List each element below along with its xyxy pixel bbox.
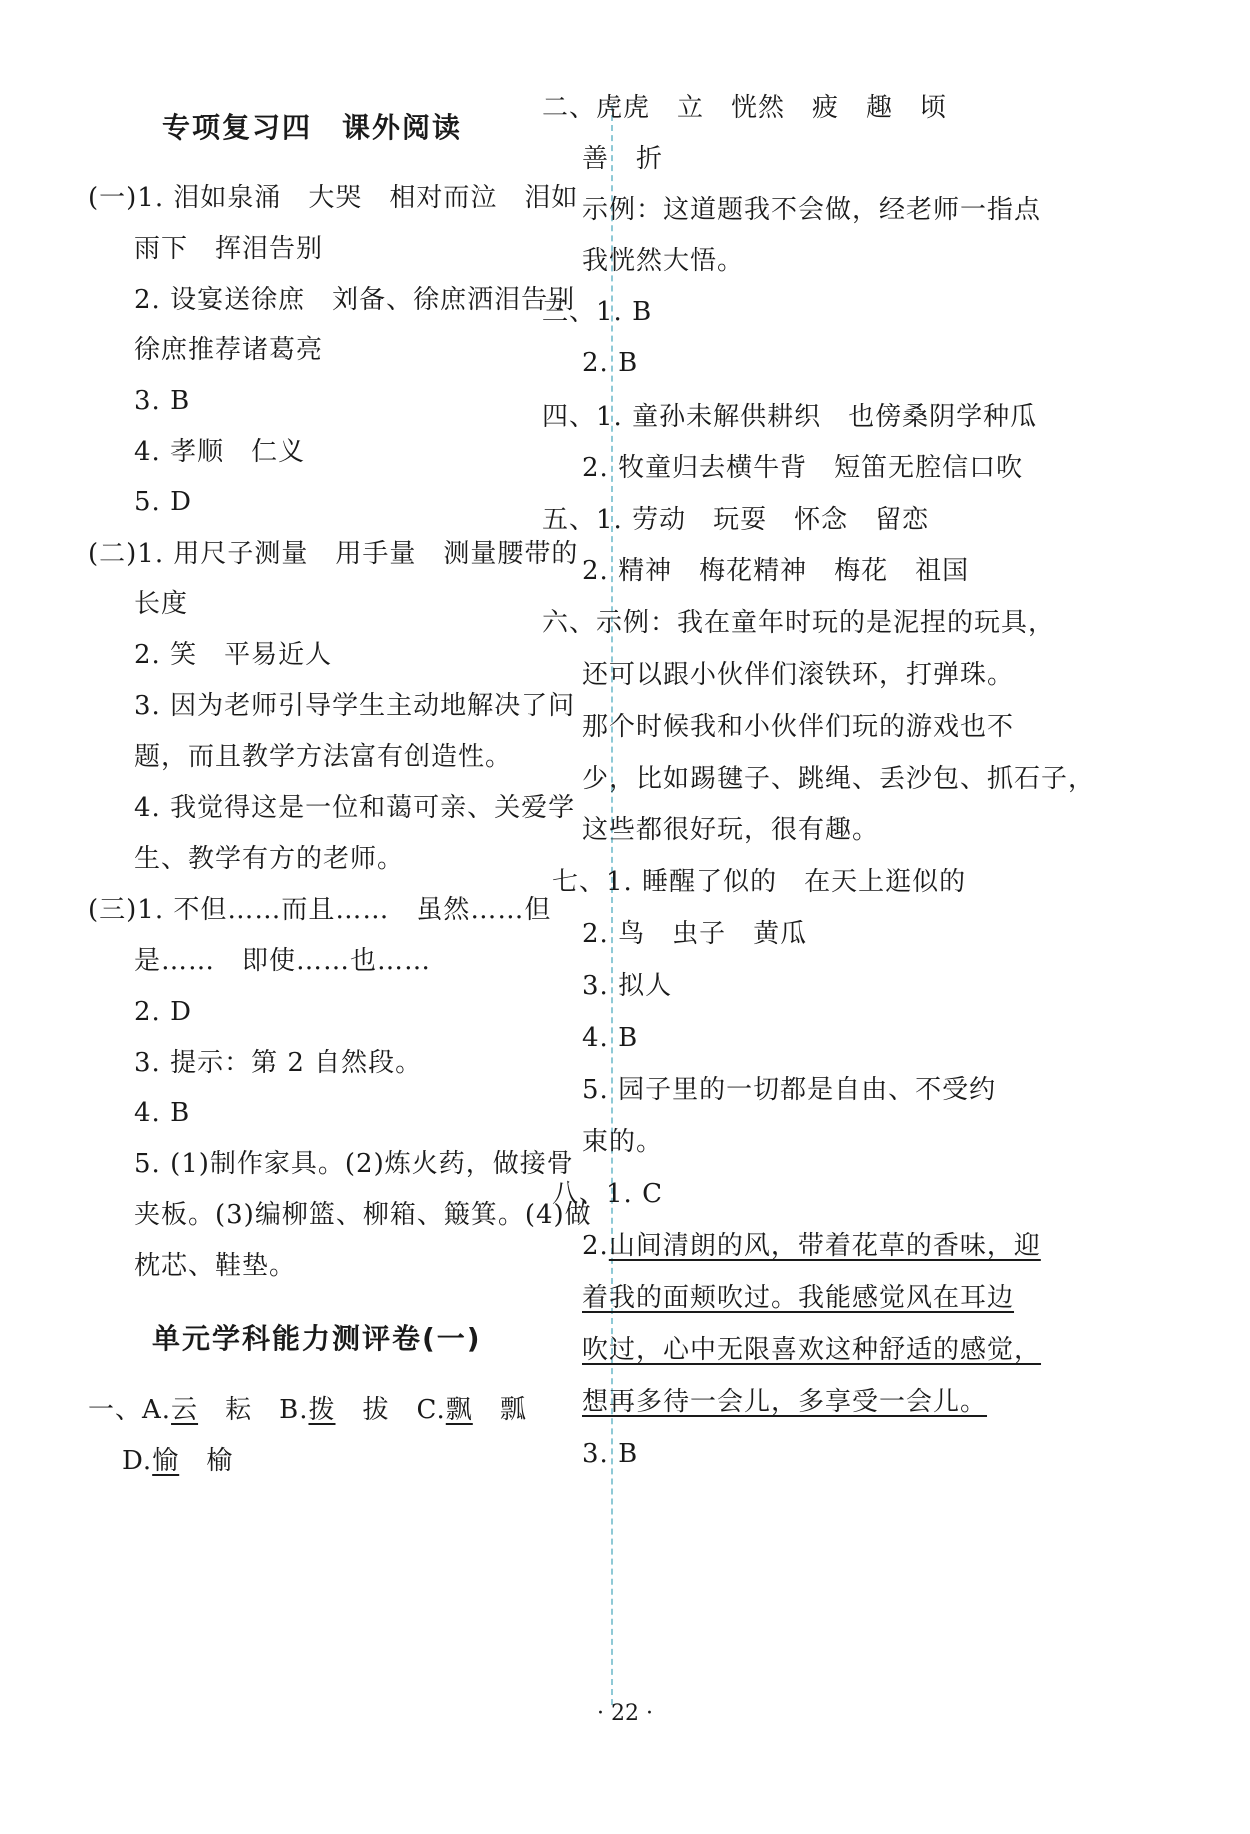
answer-line: 2. D xyxy=(134,997,192,1027)
answer-line: 八、1. C xyxy=(552,1179,663,1209)
answer-line: 4. 我觉得这是一位和蔼可亲、关爱学 xyxy=(134,793,576,823)
answer-line-q8-2 xyxy=(582,1330,1041,1370)
answer-line: 3. B xyxy=(582,1439,639,1469)
answer-line: 2. 笑 平易近人 xyxy=(134,640,333,670)
q1-prefix: 一、A. xyxy=(88,1395,172,1425)
page-number: · 22 · xyxy=(597,1701,653,1726)
q8-2-answer-line: 吹过，心中无限喜欢这种舒适的感觉， xyxy=(582,1335,1042,1365)
answer-line: 2. 设宴送徐庶 刘备、徐庶洒泪告别 xyxy=(134,285,576,315)
q1-d-other: 榆 xyxy=(206,1446,234,1476)
answer-line: 3. 提示：第 2 自然段。 xyxy=(134,1048,423,1078)
answer-line-q1-d xyxy=(122,1441,233,1481)
answer-line: 三、1. B xyxy=(542,297,653,327)
answer-line-q8-2 xyxy=(582,1278,1014,1318)
answer-line: 3. B xyxy=(134,386,191,416)
answer-line: 题，而且教学方法富有创造性。 xyxy=(134,742,513,772)
q1-d-prefix: D. xyxy=(122,1446,153,1476)
answer-line: 善 折 xyxy=(582,144,664,174)
answer-line: 枕芯、鞋垫。 xyxy=(134,1251,297,1281)
section-title-unit-test: 单元学科能力测评卷(一) xyxy=(152,1322,482,1355)
answer-line: 束的。 xyxy=(582,1127,664,1157)
answer-line: 2. 鸟 虫子 黄瓜 xyxy=(582,919,808,949)
answer-line: 4. 孝顺 仁义 xyxy=(134,437,306,467)
answer-line: 3. 因为老师引导学生主动地解决了问 xyxy=(134,691,576,721)
answer-line: 五、1. 劳动 玩耍 怀念 留恋 xyxy=(542,505,930,535)
answer-line-q8-2 xyxy=(582,1226,1041,1266)
answer-line: 4. B xyxy=(134,1098,191,1128)
answer-line: 雨下 挥泪告别 xyxy=(134,234,324,264)
answer-line-q8-2 xyxy=(582,1382,987,1422)
answer-line: 我恍然大悟。 xyxy=(582,246,745,276)
section-title-review-four: 专项复习四 课外阅读 xyxy=(162,111,463,144)
answer-line: 是…… 即使……也…… xyxy=(134,946,432,976)
answer-line: 5. (1)制作家具。(2)炼火药，做接骨 xyxy=(134,1149,574,1179)
q8-2-prefix: 2. xyxy=(582,1231,609,1261)
answer-line: 这些都很好玩，很有趣。 xyxy=(582,815,880,845)
answer-line: 少，比如踢毽子、跳绳、丢沙包、抓石子， xyxy=(582,764,1096,794)
q8-2-answer-line: 山间清朗的风，带着花草的香味，迎 xyxy=(608,1231,1041,1261)
answer-line: 生、教学有方的老师。 xyxy=(134,844,405,874)
answer-line: 长度 xyxy=(134,589,189,619)
answer-line: 六、示例：我在童年时玩的是泥捏的玩具， xyxy=(542,608,1056,638)
answer-line: 3. 拟人 xyxy=(582,971,673,1001)
q1-c-prefix: C. xyxy=(416,1395,446,1425)
answer-line: 夹板。(3)编柳篮、柳箱、簸箕。(4)做 xyxy=(134,1200,592,1230)
q1-b-prefix: B. xyxy=(279,1395,309,1425)
answer-line: (三)1. 不但……而且…… 虽然……但 xyxy=(88,895,552,925)
answer-line: 那个时候我和小伙伴们玩的游戏也不 xyxy=(582,712,1015,742)
answer-line: (二)1. 用尺子测量 用手量 测量腰带的 xyxy=(88,539,579,569)
q1-c-other: 瓢 xyxy=(499,1395,527,1425)
q1-a-other: 耘 xyxy=(225,1395,253,1425)
answer-line: 二、虎虎 立 恍然 疲 趣 顷 xyxy=(542,93,948,123)
q8-2-answer-line: 着我的面颊吹过。我能感觉风在耳边 xyxy=(582,1283,1015,1313)
answer-line: 还可以跟小伙伴们滚铁环，打弹珠。 xyxy=(582,660,1015,690)
q1-b-answer: 拨 xyxy=(308,1395,336,1425)
q1-a-answer: 云 xyxy=(171,1395,199,1425)
answer-line: 4. B xyxy=(582,1023,639,1053)
answer-line: 5. 园子里的一切都是自由、不受约 xyxy=(582,1075,997,1105)
answer-line: 四、1. 童孙未解供耕织 也傍桑阴学种瓜 xyxy=(542,402,1038,432)
answer-line: 2. B xyxy=(582,348,639,378)
answer-line: (一)1. 泪如泉涌 大哭 相对而泣 泪如 xyxy=(88,183,579,213)
answer-line: 5. D xyxy=(134,487,192,517)
q8-2-answer-line: 想再多待一会儿，多享受一会儿。 xyxy=(582,1387,988,1417)
answer-line-q1 xyxy=(88,1390,527,1430)
q1-c-answer: 飘 xyxy=(445,1395,473,1425)
q1-b-other: 拔 xyxy=(362,1395,390,1425)
answer-line: 七、1. 睡醒了似的 在天上逛似的 xyxy=(552,867,967,897)
answer-line: 2. 牧童归去横牛背 短笛无腔信口吹 xyxy=(582,453,1024,483)
answer-line: 示例：这道题我不会做，经老师一指点 xyxy=(582,195,1042,225)
answer-line: 2. 精神 梅花精神 梅花 祖国 xyxy=(582,556,970,586)
answer-line: 徐庶推荐诸葛亮 xyxy=(134,335,324,365)
q1-d-answer: 愉 xyxy=(152,1446,180,1476)
